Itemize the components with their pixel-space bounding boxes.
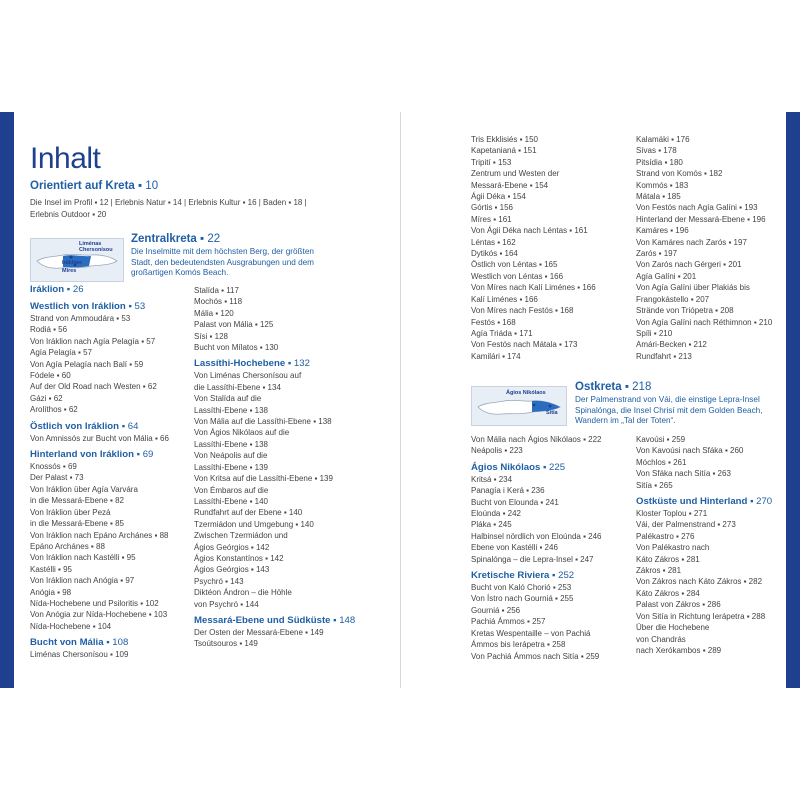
toc-entry[interactable]: Kalamáki ▪ 176 [636,135,690,144]
toc-column-3a [471,134,641,362]
toc-entry[interactable]: Rundfahrt auf der Ebene ▪ 140 [194,508,303,518]
toc-entry[interactable]: Tzermiádon und Umgebung ▪ 140 [194,519,314,529]
toc-entry[interactable]: Östlich von Léntas ▪ 165 [471,260,558,270]
toc-entry[interactable]: Kamilári ▪ 174 [471,351,521,361]
toc-entry[interactable]: Von Mália nach Ágios Nikólaos ▪ 222 [471,435,602,444]
toc-entry[interactable]: Kastélli ▪ 95 [30,564,72,574]
toc-entry[interactable]: Dytikós ▪ 164 [471,249,518,259]
toc-entry[interactable]: Pachiá Ámmos ▪ 257 [471,617,546,627]
toc-entry[interactable]: Vái, der Palmenstrand ▪ 273 [636,520,736,530]
toc-entry[interactable]: Eloúnda ▪ 242 [471,509,521,519]
toc-entry[interactable]: Pitsídia ▪ 180 [636,157,683,167]
zentralkreta-intro [131,233,331,279]
zentralkreta-map [30,238,124,282]
toc-entry[interactable]: Von Zákros nach Káto Zákros ▪ 282 [636,577,763,587]
toc-entry[interactable]: Ágios Geórgios ▪ 142 [194,542,270,552]
toc-entry[interactable]: Von Agía Pelagía nach Balí ▪ 59 [30,359,144,369]
toc-entry[interactable]: Bucht von Elounda ▪ 241 [471,497,559,507]
toc-entry[interactable]: Von Míres nach Festós ▪ 168 [471,306,574,316]
toc-entry[interactable]: Agía Triáda ▪ 171 [471,328,533,338]
toc-entry[interactable]: Psychró ▪ 143 [194,576,244,586]
toc-entry[interactable]: Halbinsel nördlich von Eloúnda ▪ 246 [471,531,602,541]
toc-entry[interactable]: Von Iráklion über Pezá [30,507,111,517]
section-heading[interactable]: Bucht von Mália ▪ 108 [30,637,129,649]
toc-entry[interactable]: Von Sitía in Richtung Ierápetra ▪ 288 [636,611,766,621]
toc-entry[interactable]: Zarós ▪ 197 [636,249,678,259]
section-heading[interactable]: Östlich von Iráklion ▪ 64 [30,420,139,432]
page-title: Inhalt [30,142,101,175]
toc-entry[interactable]: Tripití ▪ 153 [471,157,512,167]
toc-entry[interactable]: Kavoúsi ▪ 259 [636,435,686,444]
section-heading[interactable]: Ostküste und Hinterland ▪ 270 [636,496,773,508]
toc-entry[interactable]: Pláka ▪ 245 [471,520,512,530]
toc-entry[interactable]: nach Xerókambos ▪ 289 [636,645,722,655]
toc-entry[interactable]: Górtis ▪ 156 [471,203,513,213]
toc-column-4a [636,134,800,362]
section-heading[interactable]: Ágios Nikólaos ▪ 225 [471,461,566,473]
map-label-agios-nikolaos: Ágios Nikólaos [506,390,546,396]
toc-entry[interactable]: Stalída ▪ 117 [194,286,239,295]
toc-entry[interactable]: von Chandrás [636,634,686,644]
ostkreta-heading[interactable]: Ostkreta ▪ 218 [575,381,652,393]
toc-entry[interactable]: Fódele ▪ 60 [30,371,71,381]
toc-entry[interactable]: Bucht von Mílatos ▪ 130 [194,343,279,353]
toc-entry[interactable]: Móchlos ▪ 261 [636,457,687,467]
toc-entry[interactable]: Ágii Déka ▪ 154 [471,192,526,202]
toc-entry[interactable]: Von Sfáka nach Sitía ▪ 263 [636,469,731,479]
toc-entry[interactable]: Rundfahrt ▪ 213 [636,351,692,361]
orient-page: ▪ 10 [138,180,159,192]
toc-entry[interactable]: Zákros ▪ 281 [636,566,682,576]
toc-entry[interactable]: Zwischen Tzermiádon und [194,531,288,541]
toc-entry[interactable]: Kommós ▪ 183 [636,180,689,190]
toc-entry[interactable]: Bucht von Kaló Chorió ▪ 253 [471,583,572,593]
zentralkreta-description: Die Inselmitte mit dem höchsten Berg, der größten Stadt, den bedeutendsten Ausgrabungen und dem großartigen Komós Beach. [131,247,315,278]
right-page [401,112,786,688]
toc-column-1 [30,283,200,661]
toc-column-2 [194,285,364,650]
toc-entry[interactable]: Gourniá ▪ 256 [471,605,521,615]
toc-entry[interactable]: Ágios Geórgios ▪ 143 [194,565,270,575]
toc-entry[interactable]: Epáno Archánes ▪ 88 [30,541,105,551]
ostkreta-intro [575,381,775,427]
map-label-sitia: Sitía [546,410,558,416]
toc-entry[interactable]: Rodiá ▪ 56 [30,325,68,335]
toc-entry[interactable]: Liménas Chersonísou ▪ 109 [30,650,129,660]
toc-entry[interactable]: Ágios Konstantínos ▪ 142 [194,553,284,563]
toc-entry[interactable]: Von Pachiá Ámmos nach Sitía ▪ 259 [471,651,600,661]
toc-entry[interactable]: Lassíthi-Ebene ▪ 139 [194,462,268,472]
toc-entry[interactable]: Von Iráklion nach Anógia ▪ 97 [30,576,135,586]
toc-entry[interactable]: Von Ágios Nikólaos auf die [194,428,290,438]
left-page [14,112,401,688]
section-heading[interactable]: Westlich von Iráklion ▪ 53 [30,301,146,312]
toc-entry[interactable]: Von Iráklion nach Agía Pelagía ▪ 57 [30,336,156,346]
orient-heading[interactable] [30,180,158,192]
toc-entry[interactable]: Messará-Ebene ▪ 154 [471,180,549,190]
toc-entry[interactable]: Von Iráklion nach Epáno Archánes ▪ 88 [30,530,169,540]
toc-entry[interactable]: Lassíthi-Ebene ▪ 140 [194,496,268,506]
toc-entry[interactable]: Von Amnissós zur Bucht von Mália ▪ 66 [30,433,169,443]
orient-items: Die Insel im Profil ▪ 12 | Erlebnis Natur ▪ 14 | Erlebnis Kultur ▪ 16 | Baden ▪ 18 | Erlebnis Outdoor ▪ 20 [30,198,307,219]
toc-entry[interactable]: Von Ágii Déka nach Léntas ▪ 161 [471,226,588,236]
toc-entry[interactable]: in die Messará-Ebene ▪ 82 [30,496,124,506]
section-heading[interactable]: Hinterland von Iráklion ▪ 69 [30,449,154,461]
toc-entry[interactable]: Kapetanianá ▪ 151 [471,146,537,156]
toc-entry[interactable]: Lassíthi-Ebene ▪ 138 [194,405,268,415]
toc-entry[interactable]: Kritsá ▪ 234 [471,474,513,484]
toc-entry[interactable]: Von Ístro nach Gourniá ▪ 255 [471,594,574,604]
toc-entry[interactable]: die Lassíthi-Ebene ▪ 134 [194,382,281,392]
toc-entry[interactable]: Míres ▪ 161 [471,214,512,224]
toc-entry[interactable]: Von Festós nach Mátala ▪ 173 [471,340,578,350]
section-heading[interactable]: Kretische Riviera ▪ 252 [471,570,575,582]
section-heading[interactable]: Messará-Ebene und Südküste ▪ 148 [194,614,356,626]
toc-entry[interactable]: Nída-Hochebene und Psiloritis ▪ 102 [30,598,159,608]
toc-column-3b [471,434,641,662]
toc-entry[interactable]: Káto Zákros ▪ 284 [636,588,700,598]
toc-entry[interactable]: Spinalónga – die Lepra-Insel ▪ 247 [471,554,594,564]
map-label-iraklion: Iráklion [62,260,82,266]
toc-entry[interactable]: Frangokástello ▪ 207 [636,294,710,304]
ostkreta-map [471,386,567,426]
toc-entry[interactable]: in die Messará-Ebene ▪ 85 [30,519,124,529]
toc-entry[interactable]: Der Osten der Messará-Ebene ▪ 149 [194,627,324,637]
toc-entry[interactable]: Von Mália auf die Lassíthi-Ebene ▪ 138 [194,417,332,427]
toc-entry[interactable]: Festós ▪ 168 [471,317,516,327]
toc-entry[interactable]: Von Kavoúsi nach Sfáka ▪ 260 [636,446,744,456]
left-edge-bar [0,112,14,688]
map-label-mires: Míres [62,268,77,274]
toc-entry[interactable]: Kloster Toplou ▪ 271 [636,509,708,519]
toc-entry[interactable]: Von Iráklion über Agía Varvára [30,484,138,494]
toc-entry[interactable]: Hinterland der Messará-Ebene ▪ 196 [636,214,766,224]
toc-entry[interactable]: Von Agía Galíni nach Réthimnon ▪ 210 [636,317,773,327]
toc-entry[interactable]: Knossós ▪ 69 [30,462,77,472]
toc-entry[interactable]: Sitía ▪ 265 [636,480,673,490]
toc-column-4b [636,434,800,656]
toc-entry[interactable]: Panagía i Kerá ▪ 236 [471,486,545,496]
toc-entry[interactable]: Von Palékastro nach [636,543,710,553]
toc-entry[interactable]: Von Kritsa auf die Lassíthi-Ebene ▪ 139 [194,474,333,484]
toc-entry[interactable]: Diktéon Ándron – die Höhle [194,588,292,598]
toc-entry[interactable]: Von Míres nach Kalí Liménes ▪ 166 [471,283,596,293]
toc-entry[interactable]: Auf der Old Road nach Westen ▪ 62 [30,382,157,392]
map-label-limenas: Liménas Chersonísou [79,241,113,253]
toc-entry[interactable]: Von Liménas Chersonísou auf [194,371,302,381]
toc-entry[interactable]: Neápolis ▪ 223 [471,446,523,456]
ostkreta-description: Der Palmenstrand von Vái, die einstige Lepra-Insel Spinalónga, die Insel Chrisí mit dem Golden Beach, Wandern im „Tal der Toten“. [575,395,763,426]
toc-entry[interactable]: Lassíthi-Ebene ▪ 138 [194,439,268,449]
toc-entry[interactable]: Gázi ▪ 62 [30,393,63,403]
toc-entry[interactable]: Zentrum und Westen der [471,169,560,179]
toc-entry[interactable]: Kretas Wespentaille – von Pachiá [471,628,591,638]
toc-entry[interactable]: Ebene von Kastélli ▪ 246 [471,543,558,553]
toc-entry[interactable]: Mátala ▪ 185 [636,192,681,202]
toc-entry[interactable]: Strände von Triópetra ▪ 208 [636,306,734,316]
toc-entry[interactable]: Von Kamáres nach Zarós ▪ 197 [636,237,747,247]
toc-entry[interactable]: Von Iráklion nach Kastélli ▪ 95 [30,553,136,563]
section-heading[interactable]: Lassíthi-Hochebene ▪ 132 [194,358,310,370]
toc-entry[interactable]: Spíli ▪ 210 [636,328,673,338]
zentralkreta-heading[interactable]: Zentralkreta ▪ 22 [131,233,221,245]
toc-entry[interactable]: Über die Hochebene [636,623,710,633]
toc-entry[interactable]: Palast von Mália ▪ 125 [194,320,274,330]
toc-entry[interactable]: Nída-Hochebene ▪ 104 [30,621,112,631]
toc-entry[interactable]: Von Émbaros auf die [194,485,269,495]
toc-entry[interactable]: Kamáres ▪ 196 [636,226,689,236]
toc-entry[interactable]: Agía Pelagía ▪ 57 [30,348,92,358]
toc-entry[interactable]: Strand von Ammoudára ▪ 53 [30,314,131,323]
toc-entry[interactable]: Tris Ekklisiés ▪ 150 [471,135,538,144]
toc-entry[interactable]: Arolíthos ▪ 62 [30,405,78,415]
toc-entry[interactable]: Palékastro ▪ 276 [636,531,695,541]
toc-entry[interactable]: Strand von Komós ▪ 182 [636,169,723,179]
toc-entry[interactable]: Von Neápolis auf die [194,451,268,461]
toc-entry[interactable]: Von Zarós nach Gérgeri ▪ 201 [636,260,742,270]
toc-entry[interactable]: Tsoútsouros ▪ 149 [194,639,258,649]
toc-entry[interactable]: Ámmos bis Ierápetra ▪ 258 [471,640,566,650]
toc-entry[interactable]: Von Agía Galíni über Plakiás bis [636,283,750,293]
toc-entry[interactable]: Káto Zákros ▪ 281 [636,554,700,564]
section-heading[interactable]: Iráklion ▪ 26 [30,284,84,295]
toc-entry[interactable]: Palast von Zákros ▪ 286 [636,600,721,610]
toc-entry[interactable]: Amári-Becken ▪ 212 [636,340,707,350]
toc-entry[interactable]: Von Anógia zur Nída-Hochebene ▪ 103 [30,610,168,620]
toc-entry[interactable]: Léntas ▪ 162 [471,237,516,247]
toc-entry[interactable]: von Psychró ▪ 144 [194,599,259,609]
toc-entry[interactable]: Der Palast ▪ 73 [30,473,84,483]
toc-entry[interactable]: Mália ▪ 120 [194,308,234,318]
toc-entry[interactable]: Mochós ▪ 118 [194,297,243,307]
toc-entry[interactable]: Westlich von Léntas ▪ 166 [471,271,564,281]
toc-entry[interactable]: Agía Galíni ▪ 201 [636,271,697,281]
toc-entry[interactable]: Kalí Liménes ▪ 166 [471,294,538,304]
toc-entry[interactable]: Von Stalída auf die [194,394,262,404]
toc-entry[interactable]: Sívas ▪ 178 [636,146,677,156]
toc-entry[interactable]: Sísi ▪ 128 [194,331,228,341]
orient-title: Orientiert auf Kreta [30,180,135,192]
toc-entry[interactable]: Anógia ▪ 98 [30,587,72,597]
toc-entry[interactable]: Von Festós nach Agía Galíni ▪ 193 [636,203,758,213]
